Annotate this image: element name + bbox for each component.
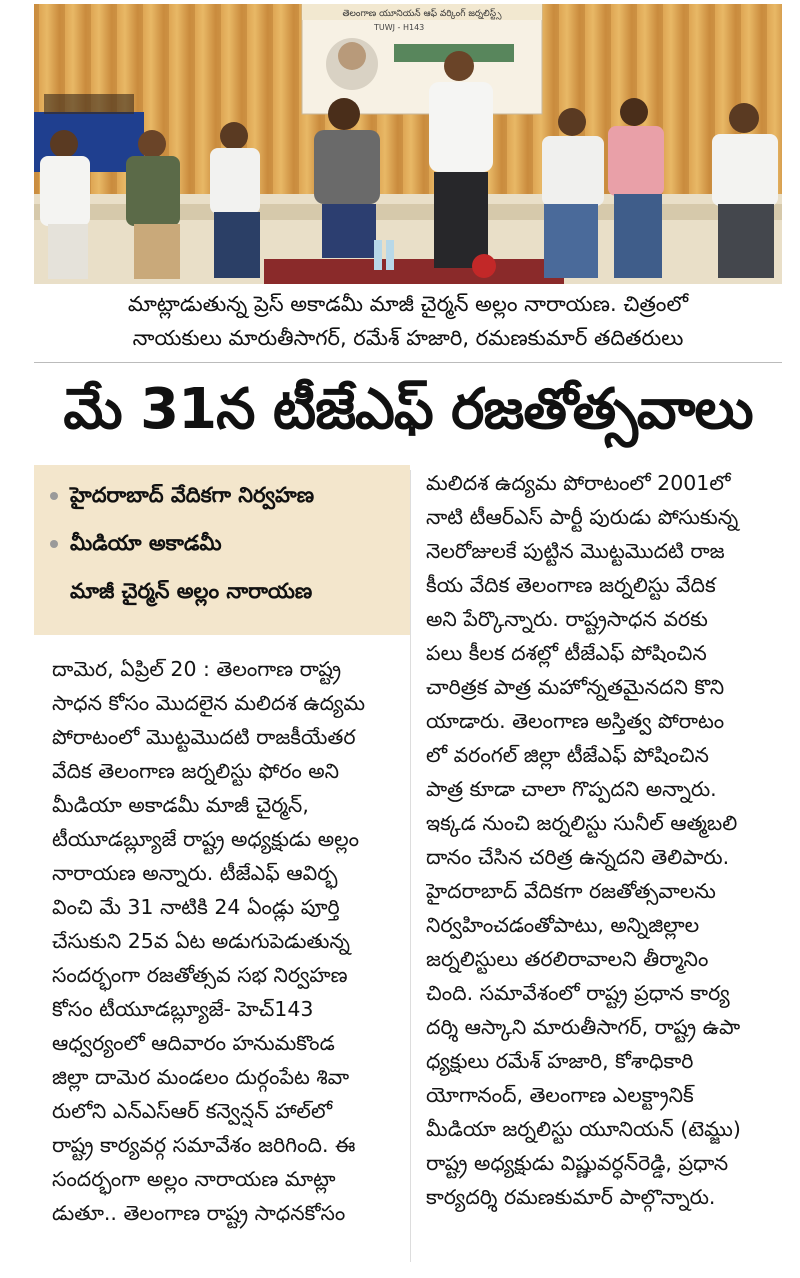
text-line: ఇక్కడ నుంచి జర్నలిస్టు సునీల్ ఆత్మబలి [426, 811, 738, 835]
text-line: చింది. సమావేశంలో రాష్ట్ర ప్రధాన కార్య [426, 981, 730, 1005]
article-column-left [52, 652, 392, 1230]
text-line: నెలరోజులకే పుట్టిన మొట్టమొదటి రాజ [426, 539, 725, 563]
highlight-item-continued [70, 579, 312, 609]
text-line: నాటి టీఆర్ఎస్ పార్టీ పురుడు పోసుకున్న [426, 505, 739, 529]
highlight-item [50, 483, 314, 513]
event-photo [34, 4, 782, 284]
bullet-icon [50, 540, 58, 548]
text-line: దామెర, ఏప్రిల్ 20 : తెలంగాణ రాష్ట్ర [52, 657, 342, 681]
text-line: వేదిక తెలంగాణ జర్నలిస్టు ఫోరం అని [52, 759, 340, 783]
text-line: చారిత్రక పాత్ర మహోన్నతమైనదని కొని [426, 675, 725, 699]
text-line: కీయ వేదిక తెలంగాణ జర్నలిస్టు వేదిక [426, 573, 716, 597]
text-line: సందర్భంగా అల్లం నారాయణ మాట్లా [52, 1167, 336, 1191]
headline: మే 31న టీజేఎఫ్ రజతోత్సవాలు [63, 377, 753, 442]
text-line: జిల్లా దామెర మండలం దుర్గంపేట శివా [52, 1065, 350, 1089]
text-line: టీయూడబ్ల్యూజే రాష్ట్ర అధ్యక్షుడు అల్లం [52, 827, 360, 851]
highlight-text: హైదరాబాద్ వేదికగా నిర్వహణ [70, 483, 315, 507]
text-line: డుతూ.. తెలంగాణ రాష్ట్ర సాధనకోసం [52, 1201, 346, 1225]
highlight-text: మాజీ చైర్మన్ అల్లం నారాయణ [70, 579, 313, 603]
text-line: సందర్భంగా రజతోత్సవ సభ నిర్వహణ [52, 963, 348, 987]
text-line: కార్యదర్శి రమణకుమార్ పాల్గొన్నారు. [426, 1185, 716, 1209]
text-line: ధ్యక్షులు రమేశ్ హజారి, కోశాధికారి [426, 1049, 694, 1073]
text-line: ఆధ్వర్యంలో ఆదివారం హనుమకొండ [52, 1031, 335, 1055]
text-line: అని పేర్కొన్నారు. రాష్ట్రసాధన వరకు [426, 607, 708, 631]
text-line: పాత్ర కూడా చాలా గొప్పదని అన్నారు. [426, 777, 717, 801]
text-line: మీడియా అకాడమీ మాజీ చైర్మన్, [52, 793, 309, 817]
banner-subtitle: TUWJ - H143 [374, 23, 425, 32]
text-line: పలు కీలక దశల్లో టీజేఎఫ్ పోషించిన [426, 641, 707, 665]
highlight-box [34, 465, 410, 635]
text-line: లో వరంగల్ జిల్లా టీజేఎఫ్ పోషించిన [426, 743, 709, 767]
text-line: యోగానంద్, తెలంగాణ ఎలక్ట్రానిక్ [426, 1083, 694, 1107]
text-line: హైదరాబాద్ వేదికగా రజతోత్సవాలను [426, 879, 716, 903]
column-divider [410, 470, 411, 1262]
text-line: దర్శి ఆస్కాని మారుతీసాగర్, రాష్ట్ర ఉపా [426, 1015, 741, 1039]
text-line: నిర్వహించడంతోపాటు, అన్నిజిల్లాల [426, 913, 700, 937]
text-line: దానం చేసిన చరిత్ర ఉన్నదని తెలిపారు. [426, 845, 730, 869]
text-line: పోరాటంలో మొట్టమొదటి రాజకీయేతర [52, 725, 356, 749]
bullet-icon [50, 492, 58, 500]
text-line: చేసుకుని 25వ ఏట అడుగుపెడుతున్న [52, 929, 350, 953]
text-line: మలిదశ ఉద్యమ పోరాటంలో 2001లో [426, 471, 731, 495]
text-line: వించి మే 31 నాటికి 24 ఏండ్లు పూర్తి [52, 895, 340, 919]
text-line: కోసం టీయూడబ్ల్యూజే- హెచ్143 [52, 997, 314, 1021]
text-line: మీడియా జర్నలిస్టు యూనియన్ (టెమ్జు) [426, 1117, 741, 1141]
text-line: రాష్ట్ర కార్యవర్గ సమావేశం జరిగింది. ఈ [52, 1133, 356, 1157]
caption-line: నాయకులు మారుతీసాగర్, రమేశ్ హజారి, రమణకుమార్ తదితరులు [132, 326, 684, 350]
caption-line: మాట్లాడుతున్న ప్రెస్ అకాడమీ మాజీ చైర్మన్ అల్లం నారాయణ. చిత్రంలో [127, 292, 689, 316]
highlight-item [50, 531, 222, 561]
banner-title: తెలంగాణ యూనియన్ ఆఫ్ వర్కింగ్ జర్నలిస్ట్స్ [342, 9, 502, 19]
text-line: రాష్ట్ర అధ్యక్షుడు విష్ణువర్ధన్‌రెడ్డి, ప్రధాన [426, 1151, 729, 1175]
divider [34, 362, 782, 363]
text-line: రులోని ఎన్ఎస్ఆర్ కన్వెన్షన్ హాల్‌లో [52, 1099, 333, 1123]
photo-caption [34, 287, 782, 355]
article-column-right [426, 466, 782, 1214]
event-photo-illustration [34, 4, 782, 284]
highlight-text: మీడియా అకాడమీ [70, 531, 222, 555]
text-line: యాడారు. తెలంగాణ అస్తిత్వ పోరాటం [426, 709, 725, 733]
text-line: జర్నలిస్టులు తరలిరావాలని తీర్మానిం [426, 947, 709, 971]
text-line: సాధన కోసం మొదలైన మలిదశ ఉద్యమ [52, 691, 366, 715]
text-line: నారాయణ అన్నారు. టీజేఎఫ్ ఆవిర్భ [52, 861, 338, 885]
